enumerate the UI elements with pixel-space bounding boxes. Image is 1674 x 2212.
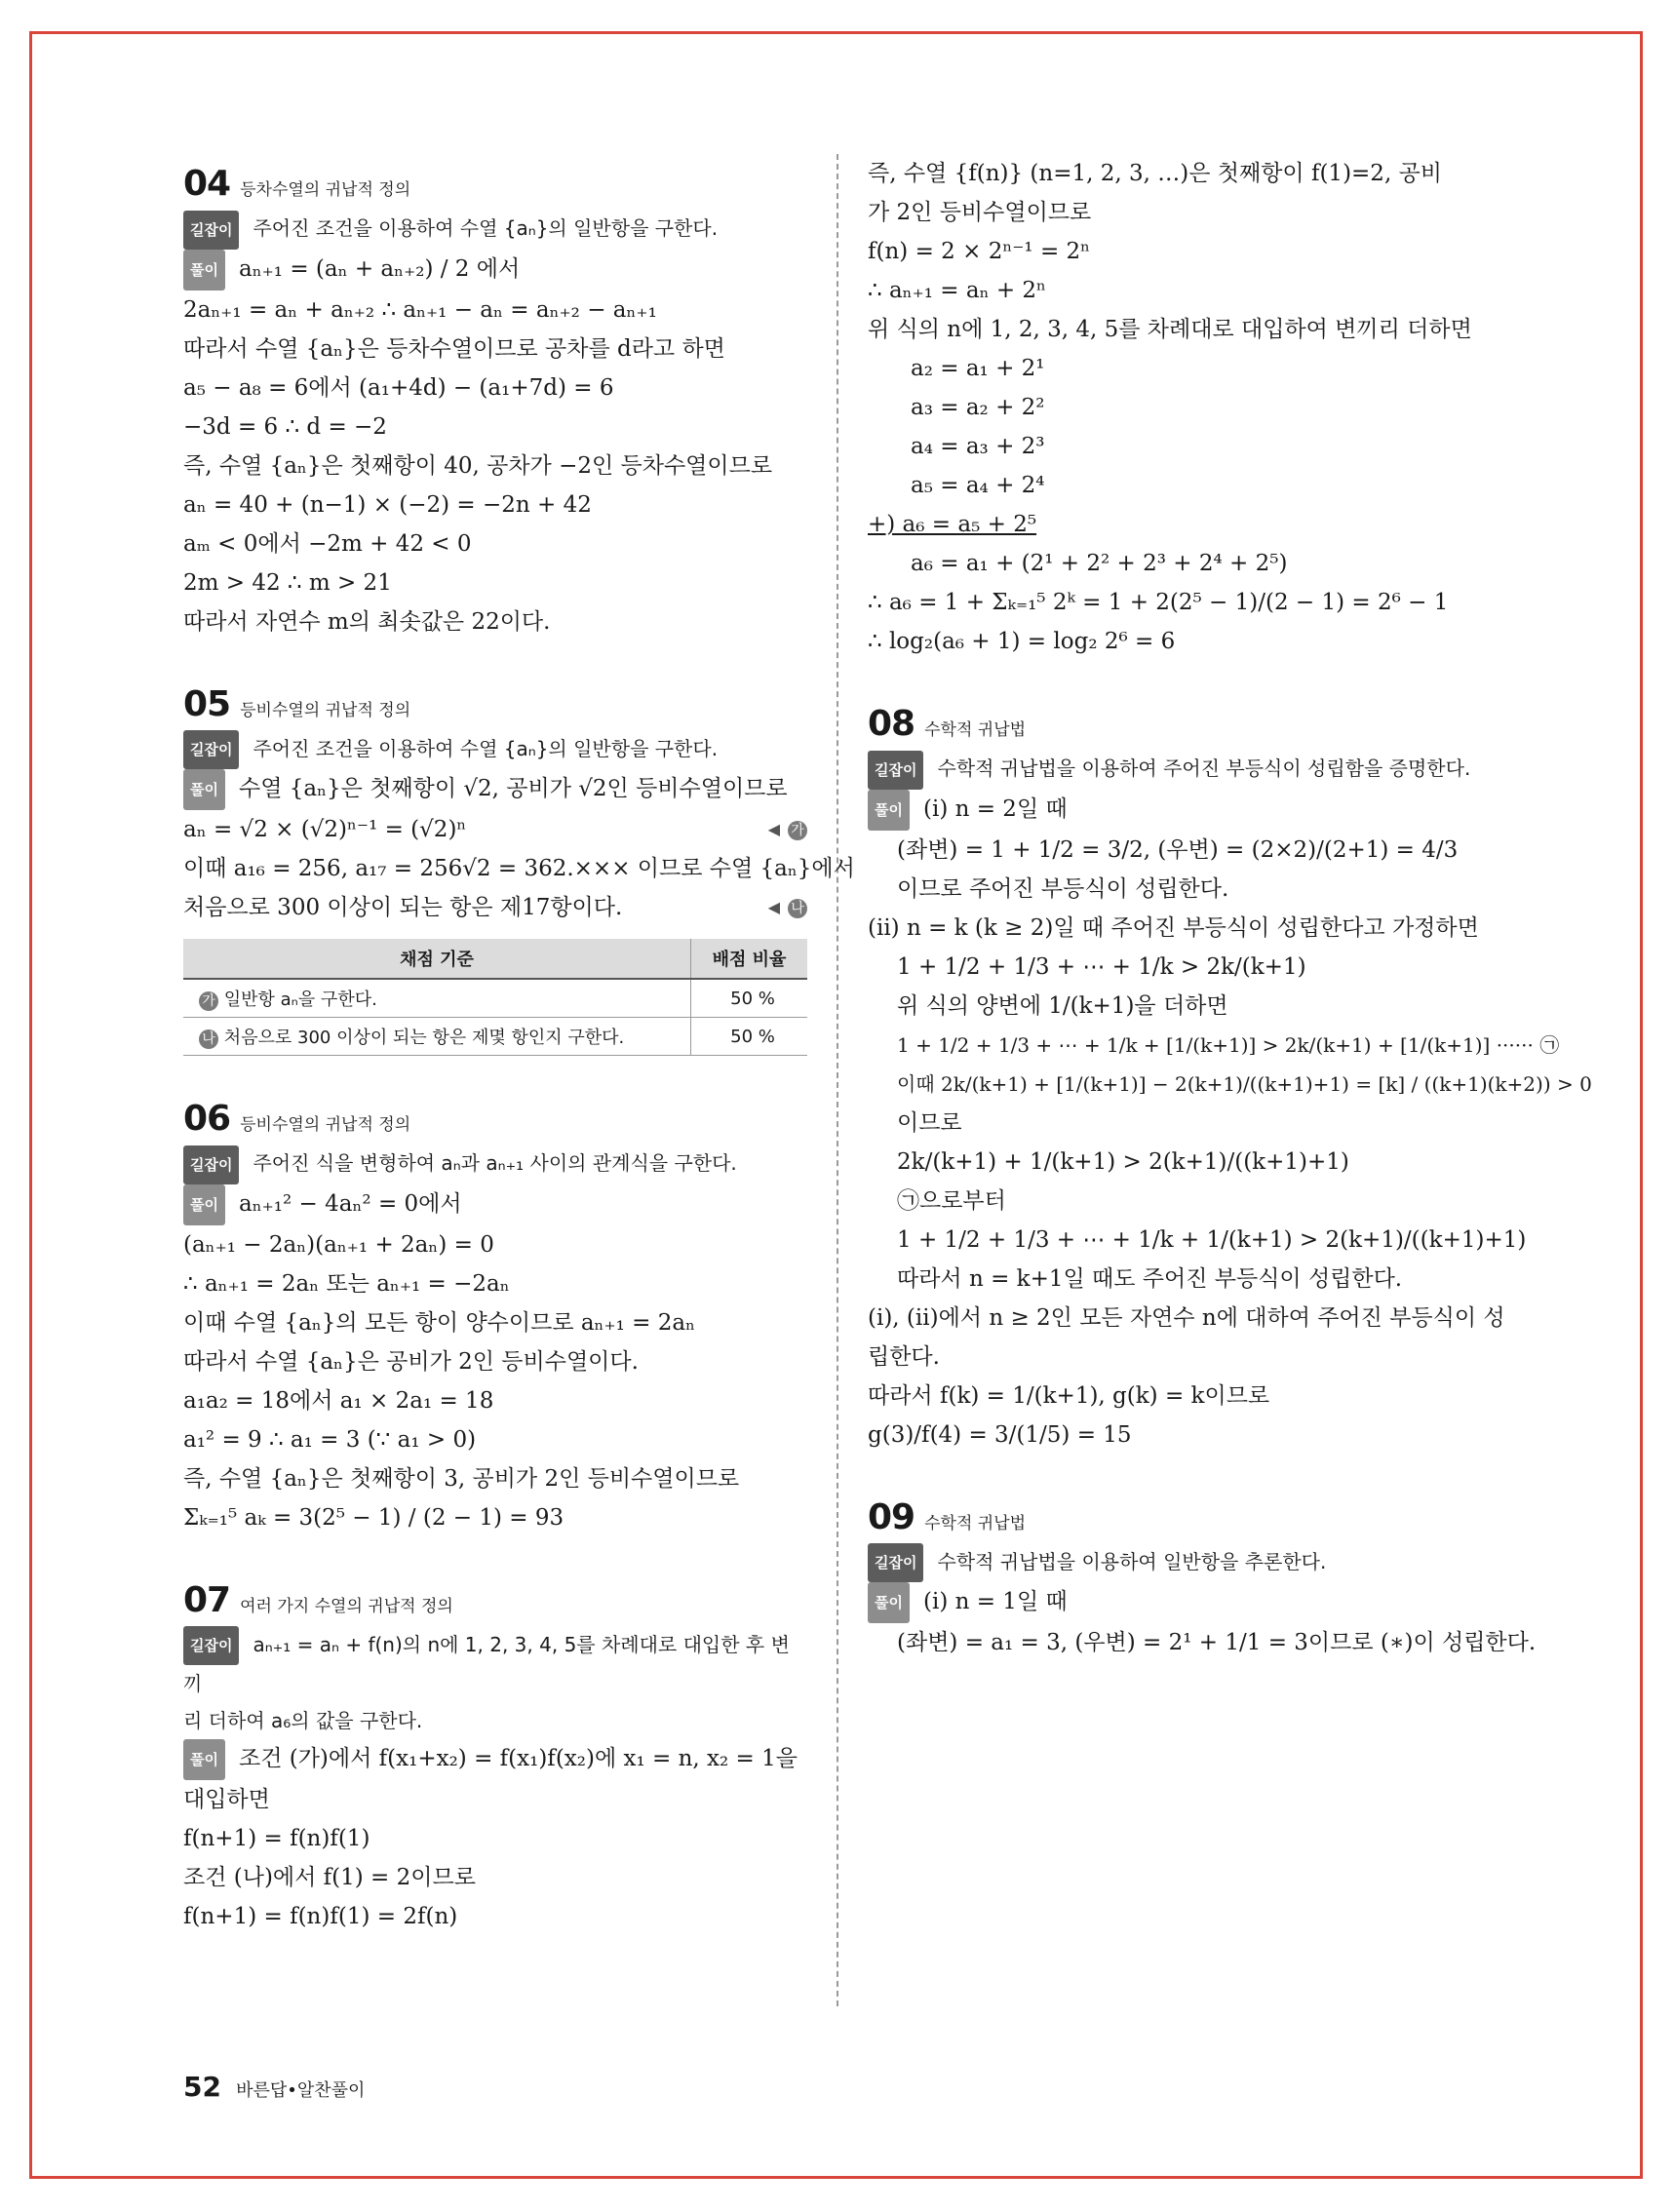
problem-topic: 등비수열의 귀납적 정의 xyxy=(240,700,411,720)
guide-text: 수학적 귀납법을 이용하여 주어진 부등식이 성립함을 증명한다. xyxy=(937,757,1471,780)
problem-09-header xyxy=(868,1497,1492,1537)
solution-line: 이때 수열 {aₙ}의 모든 항이 양수이므로 aₙ₊₁ = 2aₙ xyxy=(183,1309,696,1336)
solution-text: aₙ₊₁² − 4aₙ² = 0에서 xyxy=(238,1190,462,1217)
solution-line: (aₙ₊₁ − 2aₙ)(aₙ₊₁ + 2aₙ) = 0 xyxy=(183,1231,494,1258)
solution-text: (i) n = 1일 때 xyxy=(922,1589,1068,1614)
problem-number: 06 xyxy=(183,1099,231,1139)
solution-line xyxy=(868,790,1492,831)
solution-line: 즉, 수열 {aₙ}은 첫째항이 3, 공비가 2인 등비수열이므로 xyxy=(183,1465,740,1492)
solution-line: 가 2인 등비수열이므로 xyxy=(868,200,1092,225)
solution-line: (ii) n = k (k ≥ 2)일 때 주어진 부등식이 성립한다고 가정하면 xyxy=(868,914,1479,941)
solution-line xyxy=(183,888,807,927)
guide-text: aₙ₊₁ = aₙ + f(n)의 n에 1, 2, 3, 4, 5를 차례대로 대입한 후 변끼 xyxy=(183,1632,790,1695)
guide-tag: 길잡이 xyxy=(183,1626,239,1665)
guide-text: 주어진 조건을 이용하여 수열 {aₙ}의 일반항을 구한다. xyxy=(253,736,719,760)
solution-tag: 풀이 xyxy=(183,1184,225,1225)
problem-number: 07 xyxy=(183,1579,231,1620)
solution-line: 립한다. xyxy=(868,1343,940,1370)
solution-line: 이므로 xyxy=(897,1109,962,1136)
solution-line: ㉠으로부터 xyxy=(897,1187,1006,1214)
solution-line: 대입하면 xyxy=(183,1787,270,1812)
table-cell: 50 % xyxy=(691,979,808,1018)
guide-line xyxy=(868,1543,1492,1583)
solution-line: a₁a₂ = 18에서 a₁ × 2a₁ = 18 xyxy=(183,1387,494,1414)
guide-line xyxy=(183,1145,807,1184)
solution-line: 1 + 1/2 + 1/3 + ⋯ + 1/k + [1/(k+1)] > 2k/(k+1) + [1/(k+1)] ······ ㉠ xyxy=(897,1032,1560,1057)
row-mark: 가 xyxy=(199,991,218,1011)
guide-line xyxy=(868,750,1492,790)
solution-tag: 풀이 xyxy=(868,1582,910,1623)
solution-line: 따라서 f(k) = 1/(k+1), g(k) = k이므로 xyxy=(868,1382,1270,1409)
guide-line: 리 더하여 a₆의 값을 구한다. xyxy=(183,1709,423,1732)
problem-number: 04 xyxy=(183,164,231,204)
solution-line xyxy=(183,1739,807,1780)
page-footer xyxy=(183,2071,365,2103)
solution-line xyxy=(183,250,807,291)
solution-line: 1 + 1/2 + 1/3 + ⋯ + 1/k + 1/(k+1) > 2(k+1)/((k+1)+1) xyxy=(897,1226,1527,1253)
table-cell xyxy=(183,979,691,1018)
guide-line xyxy=(183,1626,807,1703)
table-cell xyxy=(183,1018,691,1056)
solution-line: 2m > 42 ∴ m > 21 xyxy=(183,569,392,596)
problem-topic: 등차수열의 귀납적 정의 xyxy=(240,180,411,200)
solution-tag: 풀이 xyxy=(183,769,225,810)
solution-line: f(n) = 2 × 2ⁿ⁻¹ = 2ⁿ xyxy=(868,239,1091,264)
solution-line: 2aₙ₊₁ = aₙ + aₙ₊₂ ∴ aₙ₊₁ − aₙ = aₙ₊₂ − aₙ₊₁ xyxy=(183,296,657,323)
sum-line: a₄ = a₃ + 2³ xyxy=(911,434,1045,459)
criterion-text: 처음으로 300 이상이 되는 항은 제몇 항인지 구한다. xyxy=(223,1028,625,1048)
problem-number: 09 xyxy=(868,1496,915,1537)
solution-line: 1 + 1/2 + 1/3 + ⋯ + 1/k > 2k/(k+1) xyxy=(897,953,1306,980)
table-cell: 50 % xyxy=(691,1018,808,1056)
problem-04-header xyxy=(183,164,807,204)
solution-line: 위 식의 n에 1, 2, 3, 4, 5를 차례대로 대입하여 변끼리 더하면 xyxy=(868,317,1472,342)
problem-topic: 등비수열의 귀납적 정의 xyxy=(240,1115,411,1135)
guide-text: 주어진 조건을 이용하여 수열 {aₙ}의 일반항을 구한다. xyxy=(253,216,719,240)
sum-line: a₆ = a₁ + (2¹ + 2² + 2³ + 2⁴ + 2⁵) xyxy=(911,551,1288,576)
solution-text: 처음으로 300 이상이 되는 항은 제17항이다. xyxy=(183,895,623,920)
solution-line: a₁² = 9 ∴ a₁ = 3 (∵ a₁ > 0) xyxy=(183,1426,477,1453)
solution-line: 즉, 수열 {f(n)} (n=1, 2, 3, …)은 첫째항이 f(1)=2, 공비 xyxy=(868,161,1443,186)
solution-line: 따라서 수열 {aₙ}은 등차수열이므로 공차를 d라고 하면 xyxy=(183,335,725,362)
left-column xyxy=(183,154,855,1936)
page-number: 52 xyxy=(183,2071,221,2103)
solution-line: 따라서 n = k+1일 때도 주어진 부등식이 성립한다. xyxy=(897,1265,1403,1292)
solution-line: aₙ = 40 + (n−1) × (−2) = −2n + 42 xyxy=(183,491,592,518)
solution-line: (i), (ii)에서 n ≥ 2인 모든 자연수 n에 대하여 주어진 부등식이 성 xyxy=(868,1304,1505,1331)
solution-tag: 풀이 xyxy=(183,1739,225,1780)
solution-line: a₅ − a₈ = 6에서 (a₁+4d) − (a₁+7d) = 6 xyxy=(183,374,614,401)
guide-tag: 길잡이 xyxy=(868,1543,923,1582)
solution-text: (i) n = 2일 때 xyxy=(922,796,1068,822)
solution-text: 조건 (가)에서 f(x₁+x₂) = f(x₁)f(x₂)에 x₁ = n, x₂ = 1을 xyxy=(238,1746,798,1771)
table-header: 배점 비율 xyxy=(691,939,808,979)
table-row xyxy=(183,979,807,1018)
solution-line xyxy=(868,1582,1492,1623)
solution-line: ∴ a₆ = 1 + Σₖ₌₁⁵ 2ᵏ = 1 + 2(2⁵ − 1)/(2 − 1) = 2⁶ − 1 xyxy=(868,590,1449,615)
solution-line: 위 식의 양변에 1/(k+1)을 더하면 xyxy=(897,992,1228,1019)
solution-line: ∴ log₂(a₆ + 1) = log₂ 2⁶ = 6 xyxy=(868,629,1176,654)
sum-line: a₂ = a₁ + 2¹ xyxy=(911,356,1045,381)
solution-text: aₙ = √2 × (√2)ⁿ⁻¹ = (√2)ⁿ xyxy=(183,817,467,842)
solution-line: 2k/(k+1) + 1/(k+1) > 2(k+1)/((k+1)+1) xyxy=(897,1148,1349,1175)
sum-line: +) a₆ = a₅ + 2⁵ xyxy=(868,512,1037,537)
solution-line: 조건 (나)에서 f(1) = 2이므로 xyxy=(183,1865,476,1890)
step-marker: ◀ 나 xyxy=(768,888,807,927)
solution-line: 이때 2k/(k+1) + [1/(k+1)] − 2(k+1)/((k+1)+1) = [k] / ((k+1)(k+2)) > 0 xyxy=(897,1071,1592,1096)
solution-line: ∴ aₙ₊₁ = aₙ + 2ⁿ xyxy=(868,278,1047,303)
scoring-table xyxy=(183,939,807,1056)
solution-line xyxy=(183,769,807,810)
solution-line: aₘ < 0에서 −2m + 42 < 0 xyxy=(183,530,472,557)
solution-tag: 풀이 xyxy=(183,250,225,291)
guide-line xyxy=(183,210,807,250)
guide-tag: 길잡이 xyxy=(183,730,239,769)
guide-tag: 길잡이 xyxy=(183,211,239,250)
solution-line: 따라서 수열 {aₙ}은 공비가 2인 등비수열이다. xyxy=(183,1348,639,1375)
solution-line: g(3)/f(4) = 3/(1/5) = 15 xyxy=(868,1421,1132,1448)
table-header: 채점 기준 xyxy=(183,939,691,979)
right-column xyxy=(868,154,1592,1662)
solution-text: aₙ₊₁ = (aₙ + aₙ₊₂) / 2 에서 xyxy=(238,255,521,282)
solution-tag: 풀이 xyxy=(868,790,910,831)
problem-07-header xyxy=(183,1580,807,1620)
problem-05-header xyxy=(183,684,807,724)
solution-line: 이므로 주어진 부등식이 성립한다. xyxy=(897,875,1229,902)
problem-topic: 수학적 귀납법 xyxy=(924,1513,1027,1533)
step-marker: ◀ 가 xyxy=(768,810,807,849)
problem-08-header xyxy=(868,704,1492,744)
solution-line: (좌변) = a₁ = 3, (우변) = 2¹ + 1/1 = 3이므로 (∗)이 성립한다. xyxy=(897,1630,1537,1655)
solution-line: 즉, 수열 {aₙ}은 첫째항이 40, 공차가 −2인 등차수열이므로 xyxy=(183,452,773,479)
problem-topic: 수학적 귀납법 xyxy=(924,720,1027,740)
solution-line: (좌변) = 1 + 1/2 = 3/2, (우변) = (2×2)/(2+1) = 4/3 xyxy=(897,836,1459,863)
problem-number: 08 xyxy=(868,704,915,744)
problem-number: 05 xyxy=(183,683,231,724)
solution-line: 따라서 자연수 m의 최솟값은 22이다. xyxy=(183,608,551,635)
step-mark-ga: 가 xyxy=(788,821,807,840)
guide-tag: 길잡이 xyxy=(868,751,923,790)
guide-text: 주어진 식을 변형하여 aₙ과 aₙ₊₁ 사이의 관계식을 구한다. xyxy=(253,1151,737,1175)
criterion-text: 일반항 aₙ을 구한다. xyxy=(223,990,377,1010)
solution-line: 이때 a₁₆ = 256, a₁₇ = 256√2 = 362.××× 이므로 수열 {aₙ}에서 xyxy=(183,856,855,881)
row-mark: 나 xyxy=(199,1029,218,1049)
solution-text: 수열 {aₙ}은 첫째항이 √2, 공비가 √2인 등비수열이므로 xyxy=(238,776,788,801)
sum-line: a₅ = a₄ + 2⁴ xyxy=(911,473,1045,498)
solution-line xyxy=(183,810,807,849)
solution-line: f(n+1) = f(n)f(1) = 2f(n) xyxy=(183,1904,458,1929)
solution-line: −3d = 6 ∴ d = −2 xyxy=(183,413,387,440)
guide-tag: 길잡이 xyxy=(183,1145,239,1184)
step-mark-na: 나 xyxy=(788,899,807,918)
column-divider xyxy=(837,154,838,2006)
solution-line: Σₖ₌₁⁵ aₖ = 3(2⁵ − 1) / (2 − 1) = 93 xyxy=(183,1504,564,1531)
solution-line: f(n+1) = f(n)f(1) xyxy=(183,1826,370,1851)
guide-text: 수학적 귀납법을 이용하여 일반항을 추론한다. xyxy=(937,1549,1327,1573)
sum-line: a₃ = a₂ + 2² xyxy=(911,395,1045,420)
solution-line xyxy=(183,1184,807,1225)
guide-line xyxy=(183,730,807,770)
solution-line: ∴ aₙ₊₁ = 2aₙ 또는 aₙ₊₁ = −2aₙ xyxy=(183,1270,510,1297)
problem-topic: 여러 가지 수열의 귀납적 정의 xyxy=(240,1596,453,1616)
problem-06-header xyxy=(183,1099,807,1139)
table-row xyxy=(183,1018,807,1056)
page-footer-title: 바른답•알찬풀이 xyxy=(236,2080,366,2101)
